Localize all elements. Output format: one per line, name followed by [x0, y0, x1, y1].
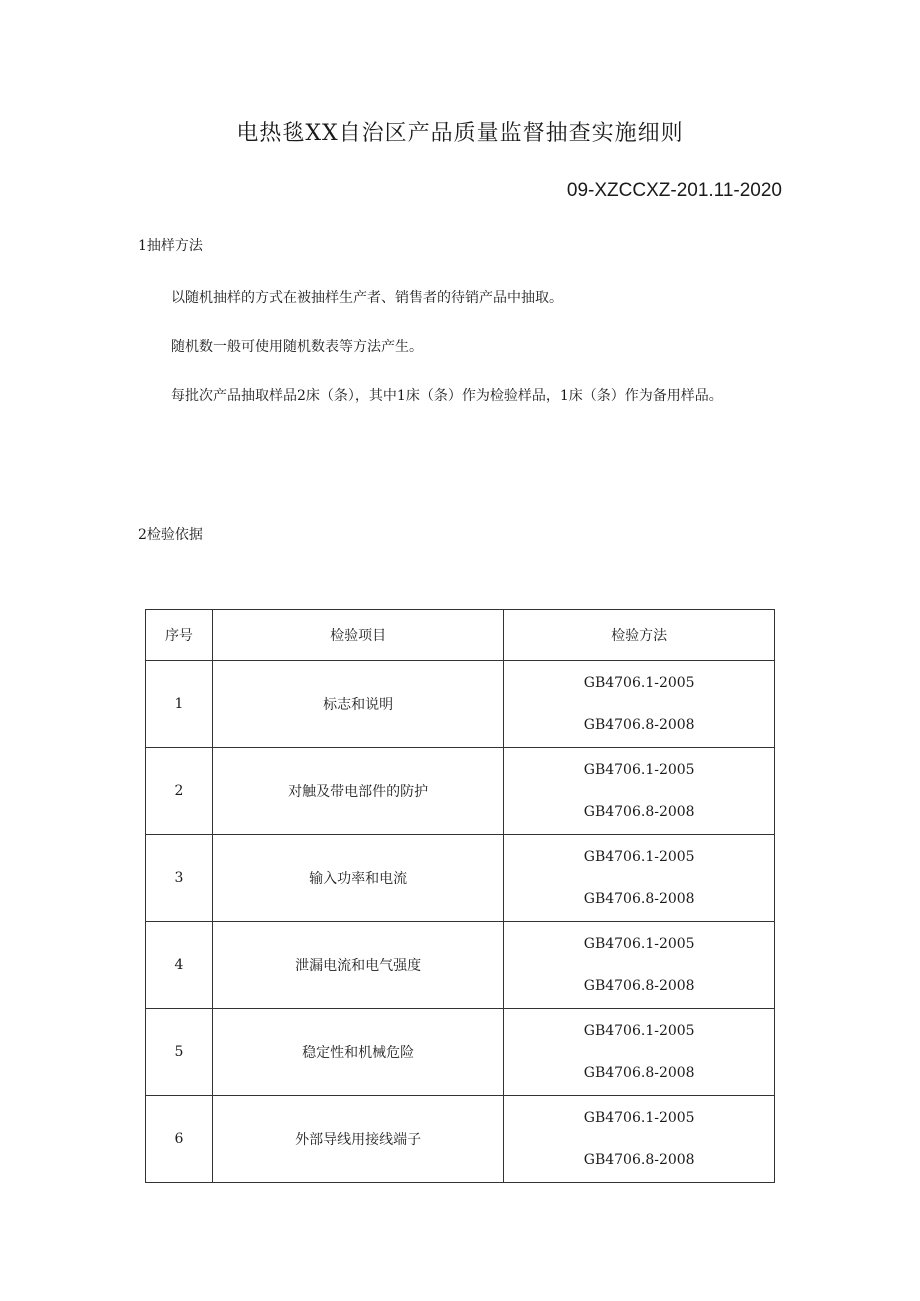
table-row: [146, 661, 775, 748]
method-standard: GB4706.1-2005: [583, 675, 695, 691]
inspection-table: [145, 609, 775, 1183]
method-standard: GB4706.8-2008: [583, 978, 695, 994]
table-row: [146, 748, 775, 835]
method-standard: GB4706.8-2008: [583, 1065, 695, 1081]
document-code: 09-XZCCXZ-201.11-2020: [566, 180, 782, 201]
row-methods: [504, 1009, 775, 1096]
table-row: [146, 835, 775, 922]
table-row: [146, 1009, 775, 1096]
row-number: 3: [146, 835, 213, 922]
row-item: 输入功率和电流: [212, 835, 503, 922]
row-number: 5: [146, 1009, 213, 1096]
row-number: 2: [146, 748, 213, 835]
method-standard: GB4706.8-2008: [583, 804, 695, 820]
row-methods: [504, 922, 775, 1009]
section-heading-basis: 2检验依据: [138, 527, 203, 543]
row-methods: [504, 1096, 775, 1183]
method-standard: GB4706.8-2008: [583, 717, 695, 733]
row-item: 稳定性和机械危险: [212, 1009, 503, 1096]
row-number: 6: [146, 1096, 213, 1183]
method-standard: GB4706.1-2005: [583, 849, 695, 865]
sampling-paragraph-3: 每批次产品抽取样品2床（条），其中1床（条）作为检验样品，1床（条）作为备用样品。: [171, 388, 723, 404]
row-item: 对触及带电部件的防护: [212, 748, 503, 835]
row-methods: [504, 661, 775, 748]
row-methods: [504, 748, 775, 835]
method-standard: GB4706.1-2005: [583, 1110, 695, 1126]
table-row: [146, 1096, 775, 1183]
sampling-paragraph-1: 以随机抽样的方式在被抽样生产者、销售者的待销产品中抽取。: [171, 290, 563, 306]
document-title: 电热毯XX自治区产品质量监督抽查实施细则: [236, 121, 684, 146]
row-number: 4: [146, 922, 213, 1009]
method-standard: GB4706.8-2008: [583, 891, 695, 907]
method-standard: GB4706.8-2008: [583, 1152, 695, 1168]
method-standard: GB4706.1-2005: [583, 762, 695, 778]
table-row: [146, 922, 775, 1009]
row-item: 外部导线用接线端子: [212, 1096, 503, 1183]
section-heading-sampling: 1抽样方法: [138, 238, 203, 254]
header-item: 检验项目: [212, 610, 503, 661]
method-standard: GB4706.1-2005: [583, 1023, 695, 1039]
row-item: 标志和说明: [212, 661, 503, 748]
row-item: 泄漏电流和电气强度: [212, 922, 503, 1009]
method-standard: GB4706.1-2005: [583, 936, 695, 952]
sampling-paragraph-2: 随机数一般可使用随机数表等方法产生。: [171, 339, 423, 355]
header-number: 序号: [146, 610, 213, 661]
header-method: 检验方法: [504, 610, 775, 661]
row-methods: [504, 835, 775, 922]
table-header-row: [146, 610, 775, 661]
row-number: 1: [146, 661, 213, 748]
